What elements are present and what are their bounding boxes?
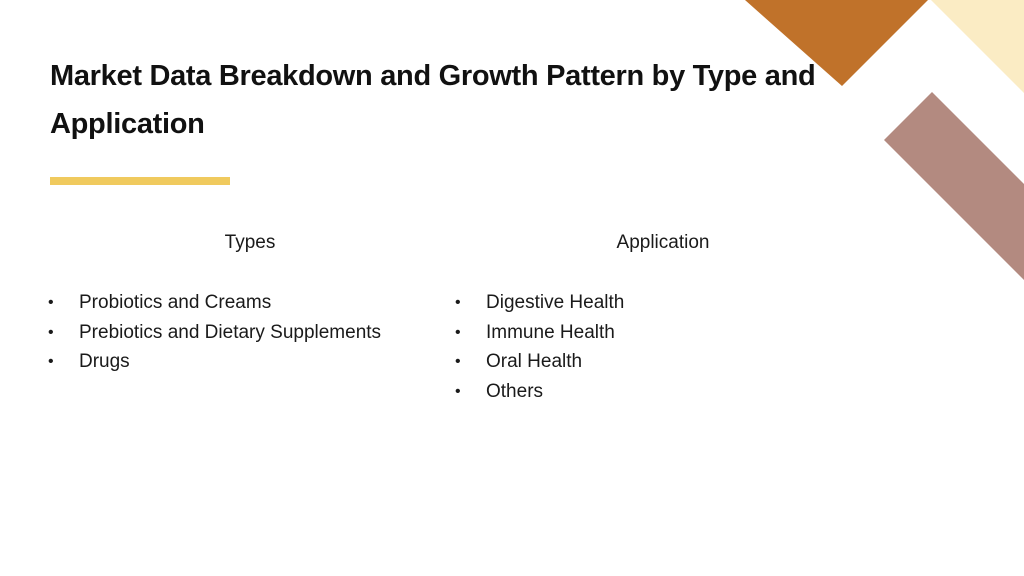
list-item-label: Probiotics and Creams bbox=[79, 292, 272, 313]
application-heading: Application bbox=[616, 232, 710, 253]
list-item bbox=[48, 288, 381, 318]
list-item-label: Immune Health bbox=[486, 321, 615, 343]
list-item bbox=[455, 288, 624, 318]
list-item-label: Drugs bbox=[79, 351, 130, 372]
deco-cream-stripe bbox=[931, 0, 1024, 93]
bullet-icon: • bbox=[48, 323, 54, 341]
application-list bbox=[455, 288, 624, 406]
list-item-label: Digestive Health bbox=[486, 292, 625, 313]
bullet-icon: • bbox=[455, 382, 461, 400]
bullet-icon: • bbox=[48, 353, 54, 370]
list-item bbox=[455, 377, 624, 407]
list-item-label: Oral Health bbox=[486, 351, 583, 372]
bullet-icon: • bbox=[455, 353, 461, 370]
list-item bbox=[455, 347, 624, 377]
types-list bbox=[48, 288, 381, 377]
title-accent-bar bbox=[50, 177, 230, 185]
list-item-label: Prebiotics and Dietary Supplements bbox=[79, 321, 382, 343]
list-item bbox=[455, 318, 624, 348]
list-item bbox=[48, 318, 381, 348]
bullet-icon: • bbox=[48, 294, 54, 311]
list-item-label: Others bbox=[486, 380, 544, 402]
list-item bbox=[48, 347, 381, 377]
bullet-icon: • bbox=[455, 294, 461, 311]
slide-title: Market Data Breakdown and Growth Pattern by Type and Application bbox=[50, 60, 816, 140]
bullet-icon: • bbox=[455, 323, 461, 341]
deco-rose-stripe bbox=[884, 92, 1024, 280]
types-heading: Types bbox=[224, 232, 276, 253]
